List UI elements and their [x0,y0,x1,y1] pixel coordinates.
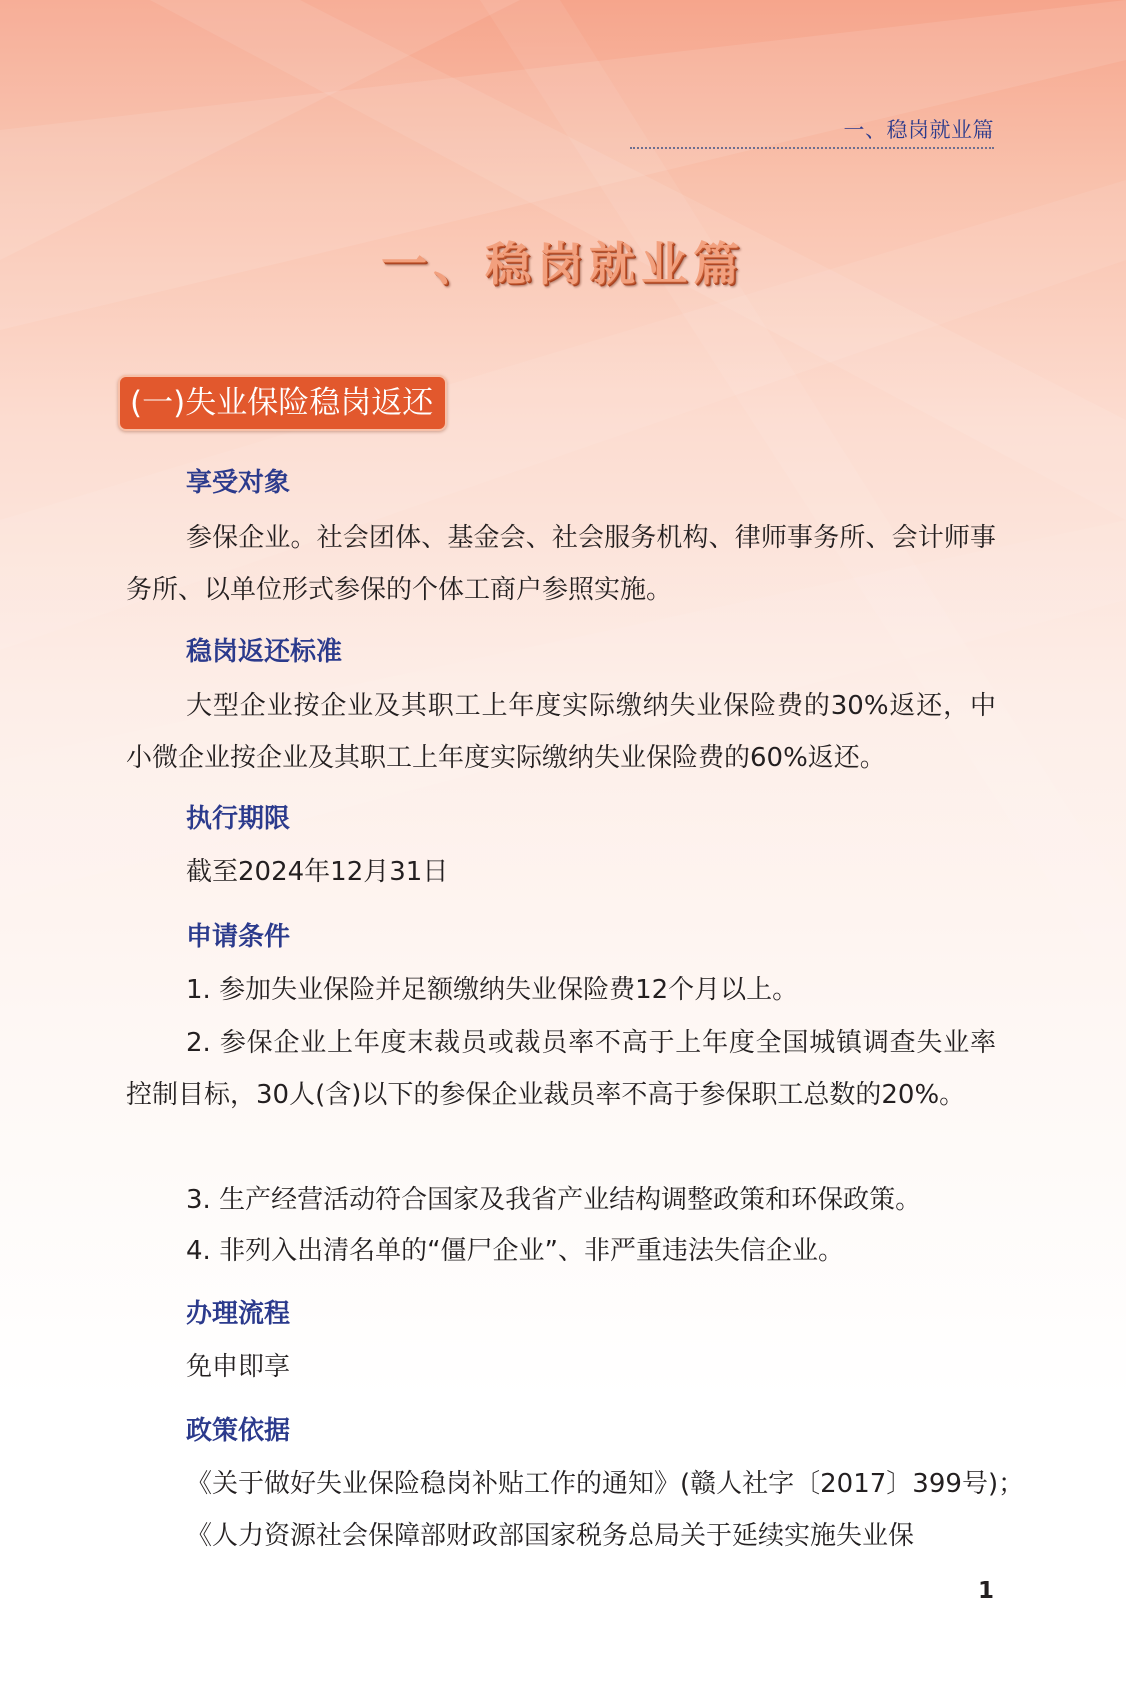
running-header: 一、稳岗就业篇 [843,118,994,142]
condition-item-2: 2. 参保企业上年度末裁员或裁员率不高于上年度全国城镇调查失业率控制目标，30人(含)以下的参保企业裁员率不高于参保职工总数的20%。 [126,1028,996,1110]
process-text: 免申即享 [186,1352,291,1382]
basis-item-2: 《人力资源社会保障部财政部国家税务总局关于延续实施失业保 [186,1521,915,1551]
heading-basis: 政策依据 [186,1416,291,1446]
header-dotted-rule [630,147,994,149]
page-number: 1 [977,1578,994,1604]
heading-process: 办理流程 [186,1299,291,1329]
standard-paragraph: 大型企业按企业及其职工上年度实际缴纳失业保险费的30%返还，中小微企业按企业及其职工上年度实际缴纳失业保险费的60%返还。 [126,691,996,773]
heading-conditions: 申请条件 [186,922,291,952]
section-title-badge: (一)失业保险稳岗返还 [118,375,447,431]
heading-target: 享受对象 [186,468,291,498]
basis-item-1: 《关于做好失业保险稳岗补贴工作的通知》(赣人社字〔2017〕399号)； [186,1469,1025,1499]
heading-standard: 稳岗返还标准 [186,637,343,667]
condition-item-4: 4. 非列入出清名单的“僵尸企业”、非严重违法失信企业。 [186,1236,845,1266]
heading-deadline: 执行期限 [186,804,291,834]
condition-item-1: 1. 参加失业保险并足额缴纳失业保险费12个月以上。 [186,975,799,1005]
deadline-text: 截至2024年12月31日 [186,857,449,887]
target-paragraph: 参保企业。社会团体、基金会、社会服务机构、律师事务所、会计师事务所、以单位形式参保的个体工商户参照实施。 [126,523,996,605]
condition-item-3: 3. 生产经营活动符合国家及我省产业结构调整政策和环保政策。 [186,1185,922,1215]
page-title: 一、稳岗就业篇 [381,237,745,291]
